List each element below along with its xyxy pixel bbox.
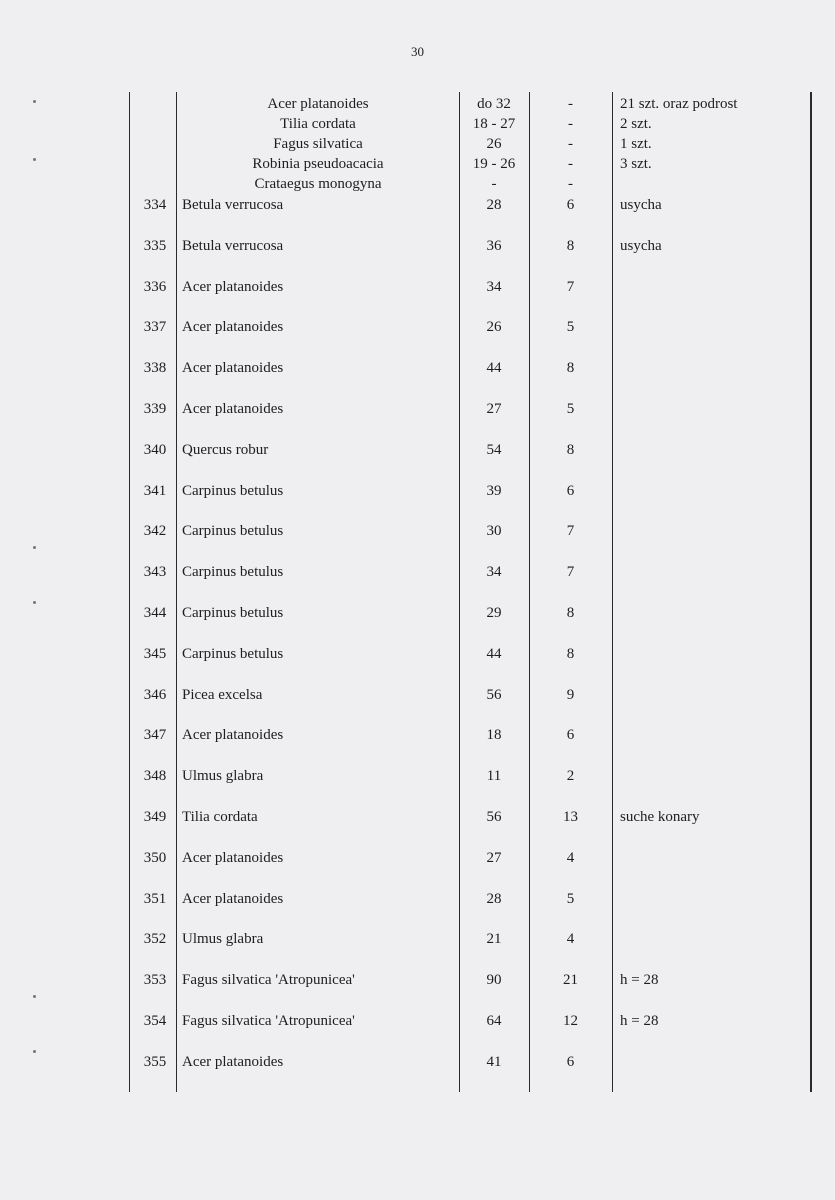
row-value-a: 18 — [486, 727, 502, 744]
row-number: 349 — [143, 809, 167, 825]
row-value-a: 34 — [486, 564, 502, 581]
subrow-value-a: - — [491, 176, 497, 192]
column-divider-number — [176, 92, 177, 1092]
row-number: 341 — [143, 482, 167, 499]
row-value-a: 27 — [486, 849, 502, 866]
row-species: Acer platanoides — [182, 727, 284, 744]
row-species: Ulmus glabra — [182, 768, 264, 785]
row-value-a: 36 — [486, 237, 502, 254]
row-number: 342 — [143, 523, 167, 540]
row-value-a: 30 — [486, 523, 502, 540]
row-species: Tilia cordata — [182, 809, 258, 825]
row-number: 355 — [143, 1053, 167, 1070]
row-value-b: 8 — [566, 441, 575, 458]
row-species: Acer platanoides — [182, 319, 284, 336]
row-species: Acer platanoides — [182, 401, 284, 417]
row-value-a: 21 — [486, 931, 502, 948]
row-number: 343 — [143, 564, 167, 581]
row-value-a: 26 — [486, 319, 502, 336]
margin-mark — [33, 1050, 36, 1053]
subrow-species: Tilia cordata — [280, 116, 356, 132]
page-number: 30 — [411, 44, 424, 59]
row-value-b: 7 — [566, 278, 575, 295]
subrow-note: 3 szt. — [620, 156, 652, 172]
subrow-value-a: 26 — [486, 136, 502, 152]
row-species: Carpinus betulus — [182, 645, 284, 662]
row-species: Fagus silvatica 'Atropunicea' — [182, 1013, 355, 1029]
row-number: 339 — [143, 401, 167, 417]
row-species: Acer platanoides — [182, 360, 284, 377]
row-number: 338 — [143, 360, 167, 377]
row-value-a: 54 — [486, 441, 502, 458]
row-species: Betula verrucosa — [182, 197, 284, 213]
subrow-species: Crataegus monogyna — [254, 176, 382, 192]
row-value-b: 8 — [566, 237, 575, 254]
subrow-value-a: 18 - 27 — [472, 116, 516, 132]
row-number: 351 — [143, 890, 167, 907]
row-species: Betula verrucosa — [182, 237, 284, 254]
row-note: h = 28 — [620, 1013, 659, 1029]
row-species: Acer platanoides — [182, 890, 284, 907]
margin-mark — [33, 995, 36, 998]
row-value-b: 4 — [566, 849, 575, 866]
subrow-value-b: - — [568, 116, 573, 132]
row-value-a: 56 — [486, 809, 502, 825]
table-border-left — [129, 92, 130, 1092]
row-value-b: 5 — [566, 890, 575, 907]
row-value-b: 6 — [566, 727, 575, 744]
table-border-right — [810, 92, 812, 1092]
row-species: Carpinus betulus — [182, 564, 284, 581]
subrow-species: Acer platanoides — [267, 96, 369, 112]
row-value-b: 5 — [566, 319, 575, 336]
row-species: Acer platanoides — [182, 1053, 284, 1070]
row-value-a: 27 — [486, 401, 502, 417]
row-note: suche konary — [620, 809, 700, 825]
row-value-a: 34 — [486, 278, 502, 295]
row-number: 354 — [143, 1013, 167, 1029]
row-number: 350 — [143, 849, 167, 866]
row-value-b: 4 — [566, 931, 575, 948]
row-value-a: 11 — [486, 768, 502, 785]
row-value-a: 28 — [486, 197, 502, 213]
row-number: 336 — [143, 278, 167, 295]
row-value-a: 64 — [486, 1013, 502, 1029]
row-value-b: 6 — [566, 482, 575, 499]
row-value-b: 8 — [566, 645, 575, 662]
margin-mark — [33, 546, 36, 549]
row-value-b: 7 — [566, 523, 575, 540]
subrow-note: 21 szt. oraz podrost — [620, 96, 738, 112]
margin-mark — [33, 601, 36, 604]
row-number: 353 — [143, 972, 167, 989]
subrow-note: 1 szt. — [620, 136, 652, 152]
subrow-value-a: 19 - 26 — [472, 156, 516, 172]
subrow-species: Fagus silvatica — [273, 136, 363, 152]
row-value-b: 12 — [563, 1013, 578, 1029]
row-value-b: 21 — [563, 972, 578, 989]
row-number: 346 — [143, 686, 167, 703]
subrow-value-b: - — [568, 156, 573, 172]
row-value-b: 2 — [566, 768, 575, 785]
subrow-value-b: - — [568, 176, 573, 192]
row-number: 345 — [143, 645, 167, 662]
row-number: 352 — [143, 931, 167, 948]
row-number: 335 — [143, 237, 167, 254]
row-species: Carpinus betulus — [182, 482, 284, 499]
subrow-value-b: - — [568, 96, 573, 112]
column-divider-b — [612, 92, 613, 1092]
subrow-species: Robinia pseudoacacia — [252, 156, 384, 172]
row-value-a: 56 — [486, 686, 502, 703]
row-number: 340 — [143, 441, 167, 458]
row-species: Ulmus glabra — [182, 931, 264, 948]
row-value-b: 8 — [566, 360, 575, 377]
row-number: 347 — [143, 727, 167, 744]
row-value-a: 41 — [486, 1053, 502, 1070]
row-value-a: 44 — [486, 645, 502, 662]
row-note: usycha — [620, 197, 662, 213]
row-species: Fagus silvatica 'Atropunicea' — [182, 972, 355, 989]
margin-mark — [33, 158, 36, 161]
row-value-b: 6 — [566, 197, 575, 213]
subrow-value-a: do 32 — [477, 96, 511, 112]
row-value-b: 8 — [566, 605, 575, 621]
row-note: h = 28 — [620, 972, 659, 989]
row-value-b: 6 — [566, 1053, 575, 1070]
row-value-a: 90 — [486, 972, 502, 989]
row-number: 337 — [143, 319, 167, 336]
row-value-b: 7 — [566, 564, 575, 581]
row-value-b: 5 — [566, 401, 575, 417]
row-number: 344 — [143, 605, 167, 621]
row-value-a: 28 — [486, 890, 502, 907]
row-value-a: 29 — [486, 605, 502, 621]
row-species: Carpinus betulus — [182, 605, 284, 621]
row-species: Acer platanoides — [182, 278, 284, 295]
row-species: Quercus robur — [182, 441, 269, 458]
row-number: 348 — [143, 768, 167, 785]
row-note: usycha — [620, 237, 662, 254]
row-value-b: 13 — [563, 809, 578, 825]
row-species: Carpinus betulus — [182, 523, 284, 540]
row-value-a: 39 — [486, 482, 502, 499]
subrow-value-b: - — [568, 136, 573, 152]
row-number: 334 — [143, 197, 167, 213]
row-value-b: 9 — [566, 686, 575, 703]
row-species: Picea excelsa — [182, 686, 263, 703]
margin-mark — [33, 100, 36, 103]
row-species: Acer platanoides — [182, 849, 284, 866]
row-value-a: 44 — [486, 360, 502, 377]
subrow-note: 2 szt. — [620, 116, 652, 132]
